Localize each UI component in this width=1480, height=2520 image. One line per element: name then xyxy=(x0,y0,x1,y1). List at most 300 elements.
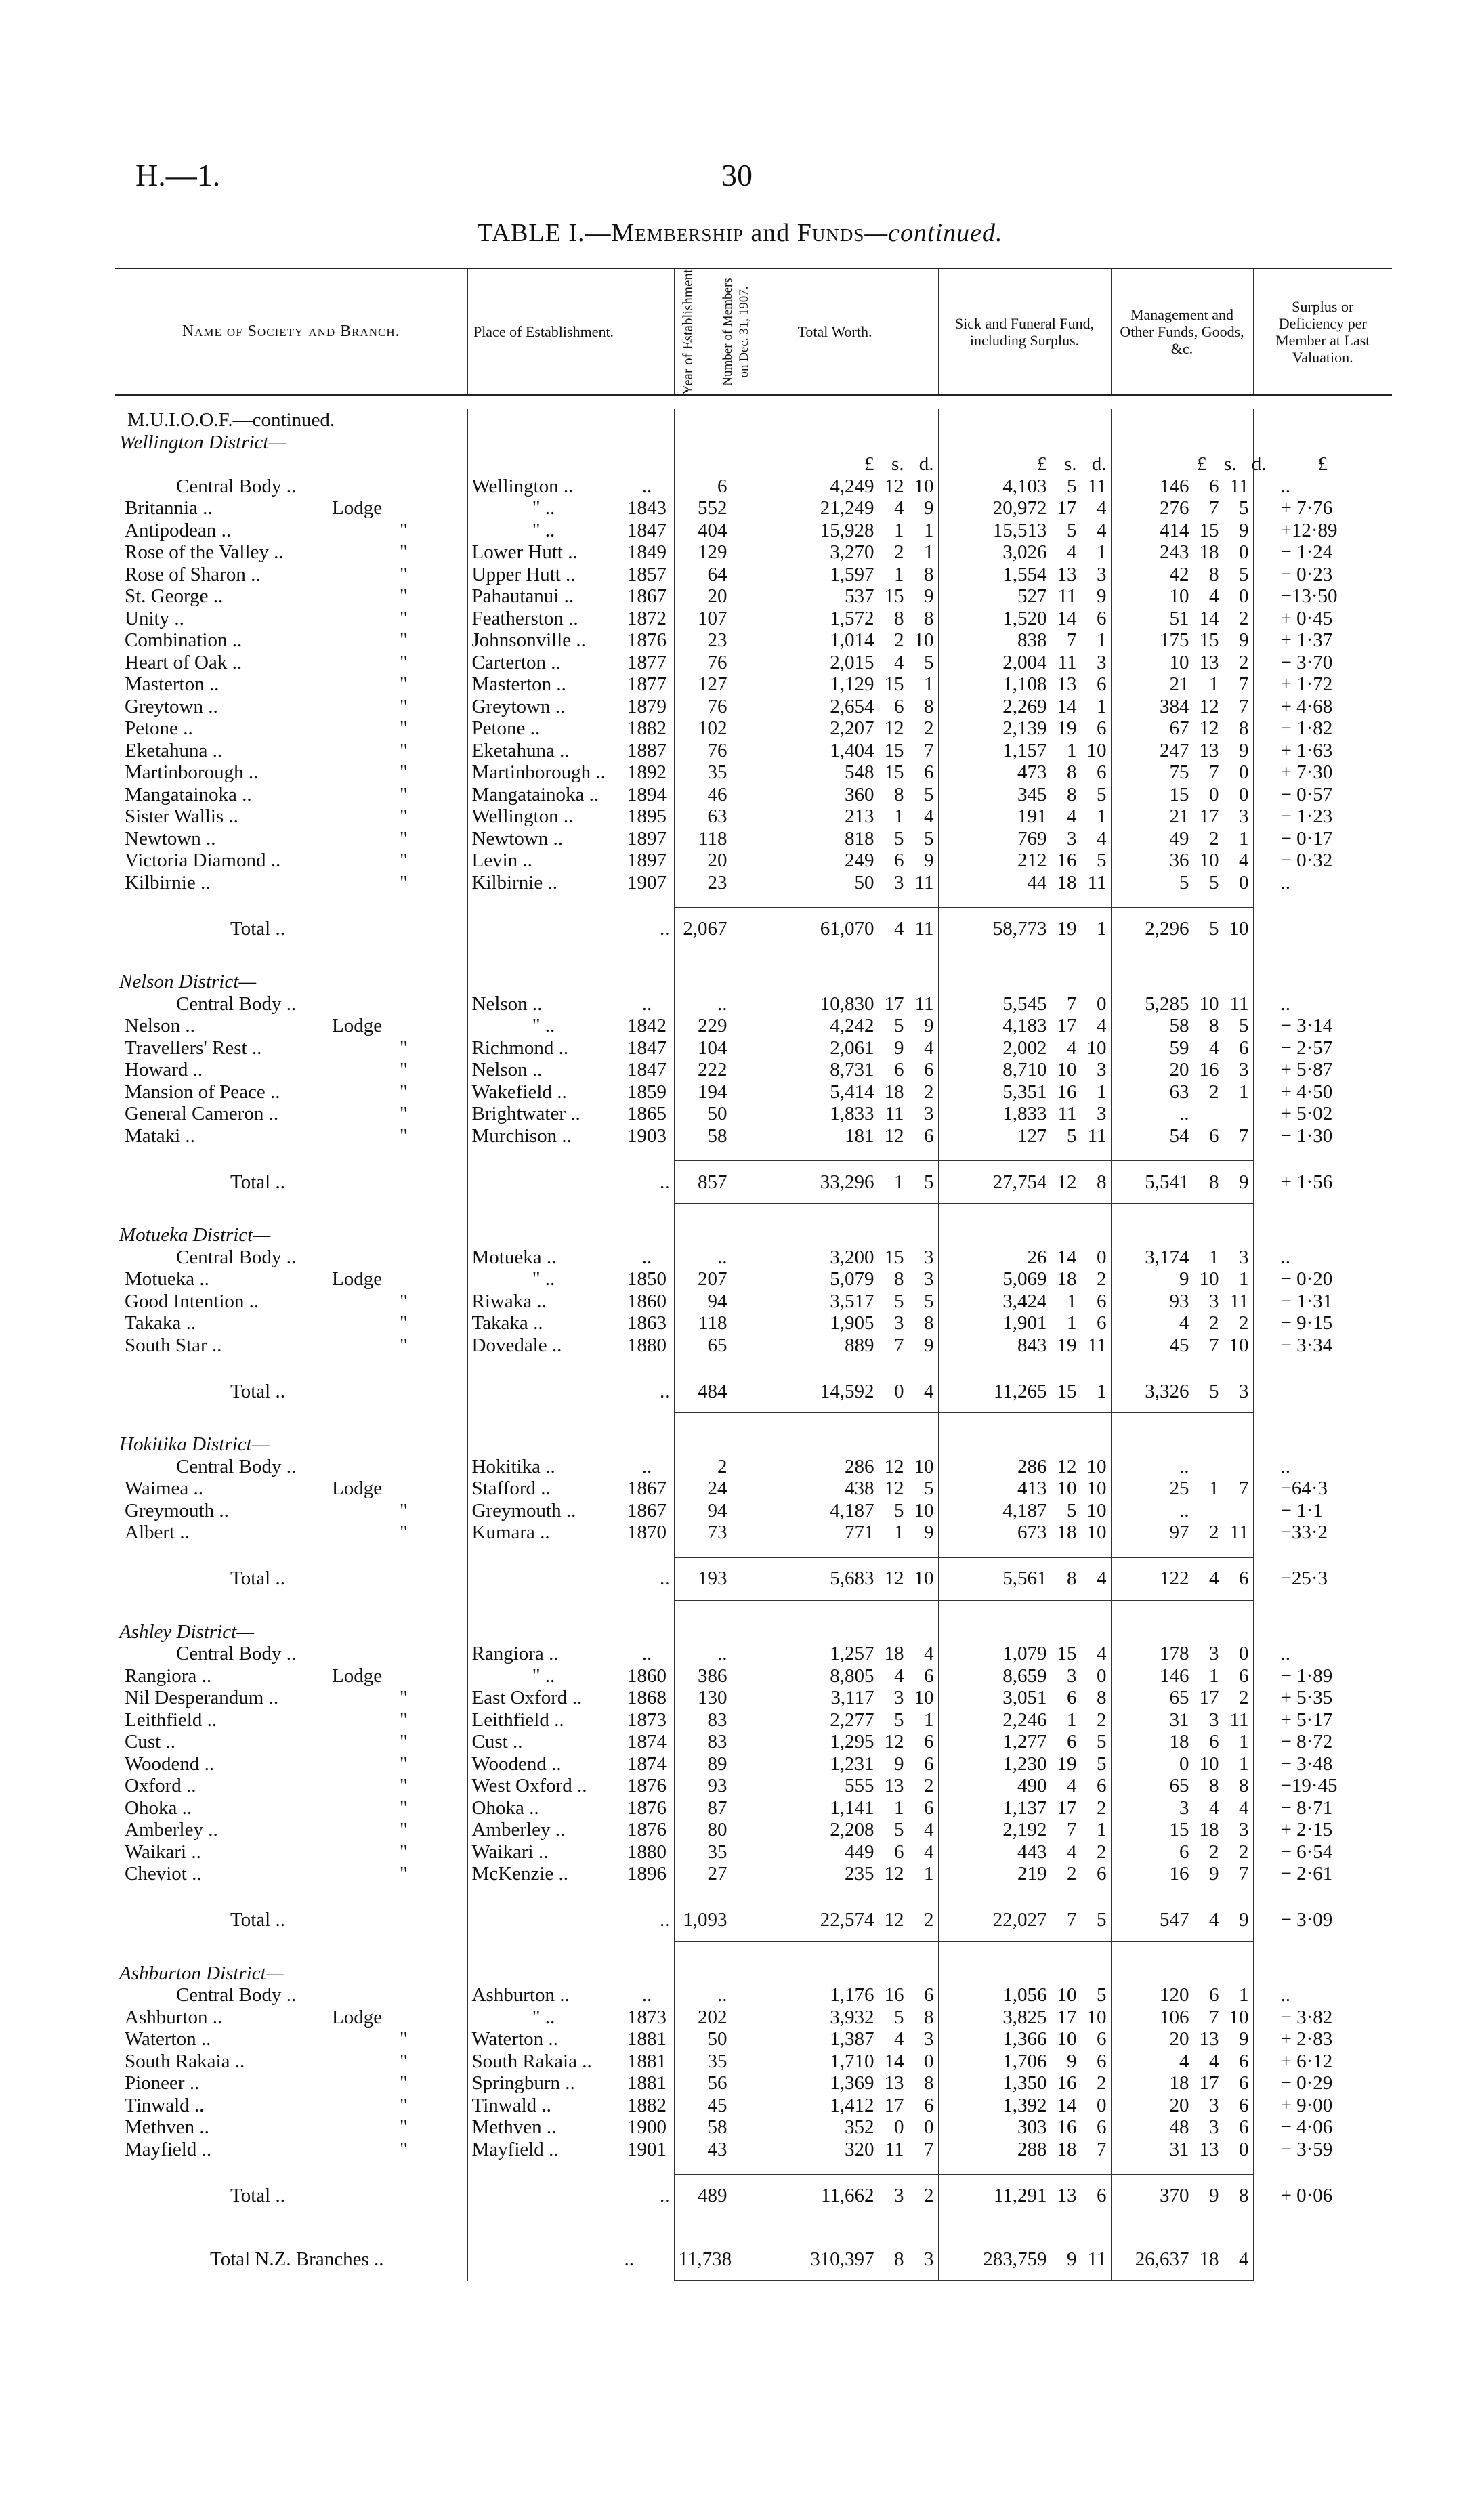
mgmt-cell-s: 16 xyxy=(1199,1059,1219,1080)
sick-cell-s: 13 xyxy=(1057,673,1077,695)
society-name-text: General Cameron xyxy=(125,1103,264,1125)
district-total-row xyxy=(115,1161,1392,1204)
sick-cell-l: 212 xyxy=(1017,849,1047,871)
worth-cell-l: 1,141 xyxy=(830,1797,874,1819)
table-row xyxy=(115,1819,1392,1841)
order-title-row xyxy=(115,409,1392,432)
mgmt-cell-l: 384 xyxy=(1160,695,1189,717)
worth-cell-l: 10,830 xyxy=(820,992,874,1015)
mgmt-units-s: s. xyxy=(1223,453,1237,475)
mgmt-cell xyxy=(1111,497,1253,520)
surplus-cell: − 3·70 xyxy=(1253,652,1392,674)
worth-cell-s: 6 xyxy=(894,1841,904,1863)
sick-cell-d: 4 xyxy=(1097,1643,1107,1664)
place-cell: Woodend .. xyxy=(467,1753,620,1776)
mgmt-cell-l: 63 xyxy=(1169,1080,1189,1103)
sick-cell xyxy=(938,828,1111,850)
worth-cell-s: 11 xyxy=(885,1103,904,1125)
total-mgmt-s: 4 xyxy=(1209,1568,1219,1590)
total-worth-s: 3 xyxy=(894,2184,904,2206)
sick-cell xyxy=(938,1290,1111,1313)
mgmt-cell xyxy=(1111,828,1253,850)
society-name xyxy=(115,849,467,872)
sick-cell-s: 11 xyxy=(1057,1103,1077,1125)
mgmt-cell xyxy=(1111,2028,1253,2051)
worth-cell-l: 1,295 xyxy=(830,1731,874,1752)
sick-cell-l: 20,972 xyxy=(992,497,1047,519)
sick-cell-d: 10 xyxy=(1086,2006,1107,2028)
district-heading xyxy=(115,1224,1392,1246)
worth-cell-d: 8 xyxy=(924,607,934,629)
mgmt-cell-l: 97 xyxy=(1169,1521,1189,1543)
worth-cell-s: 5 xyxy=(894,1819,904,1841)
total-sick-d: 5 xyxy=(1097,1909,1107,1931)
society-name-text: South Star xyxy=(125,1334,207,1356)
mgmt-cell-s: 3 xyxy=(1209,1290,1219,1312)
members-cell: 222 xyxy=(674,1059,732,1081)
total-sick-l: 5,561 xyxy=(1002,1568,1047,1590)
total-mgmt-d: 3 xyxy=(1239,1380,1249,1402)
year-cell: 1880 xyxy=(620,1841,674,1864)
total-mgmt-l: 122 xyxy=(1160,1568,1189,1590)
worth-cell xyxy=(732,2095,938,2117)
mgmt-cell-l: 120 xyxy=(1160,1984,1189,2006)
lodge-label: " xyxy=(400,1731,408,1752)
lodge-label: " xyxy=(400,783,408,805)
year-cell: 1870 xyxy=(620,1521,674,1544)
society-name xyxy=(115,1500,467,1522)
society-name-text: Howard xyxy=(125,1059,188,1080)
sick-cell xyxy=(938,476,1111,498)
surplus-cell: + 5·02 xyxy=(1253,1103,1392,1125)
mgmt-cell xyxy=(1111,585,1253,608)
mgmt-cell-l: 51 xyxy=(1169,607,1189,629)
grand-total-mgmt-d: 4 xyxy=(1239,2248,1249,2270)
worth-cell xyxy=(732,993,938,1015)
mgmt-cell-d: 6 xyxy=(1239,2050,1249,2072)
year-cell: .. xyxy=(620,1984,674,2007)
place-cell: Cust .. xyxy=(467,1731,620,1753)
place-cell: Eketahuna .. xyxy=(467,740,620,762)
worth-cell-l: 889 xyxy=(845,1334,874,1356)
society-name-text: Martinborough xyxy=(125,761,244,783)
worth-cell xyxy=(732,1797,938,1820)
worth-cell-d: 2 xyxy=(924,1080,934,1103)
society-name-text: Albert xyxy=(125,1521,175,1543)
society-name xyxy=(115,1059,467,1081)
society-name xyxy=(115,1268,467,1290)
mgmt-cell xyxy=(1111,761,1253,784)
worth-cell-l: 771 xyxy=(845,1521,874,1543)
table-row xyxy=(115,541,1392,564)
society-name xyxy=(115,2116,467,2139)
society-name-text: Petone xyxy=(125,717,178,739)
sick-cell-l: 673 xyxy=(1017,1521,1047,1543)
sick-cell-s: 4 xyxy=(1067,541,1077,563)
sick-cell-s: 2 xyxy=(1067,1863,1077,1885)
society-name xyxy=(115,1643,467,1665)
caption-prefix: TABLE I.— xyxy=(477,219,612,247)
worth-cell-l: 1,231 xyxy=(830,1752,874,1775)
lodge-label: Lodge xyxy=(332,1015,383,1036)
worth-cell-l: 3,117 xyxy=(830,1687,874,1708)
society-name-text: Cust xyxy=(125,1731,161,1752)
mgmt-cell-l: 106 xyxy=(1160,2006,1189,2028)
lodge-label: " xyxy=(400,563,408,585)
worth-cell-s: 0 xyxy=(894,2116,904,2138)
lodge-label: Lodge xyxy=(332,1477,383,1499)
table-row xyxy=(115,2007,1392,2029)
table-row xyxy=(115,476,1392,498)
mgmt-cell-d: 11 xyxy=(1229,1521,1249,1543)
mgmt-cell-l: 178 xyxy=(1160,1643,1189,1664)
worth-cell-d: 4 xyxy=(924,805,934,827)
table-row xyxy=(115,1500,1392,1522)
worth-cell-d: 9 xyxy=(924,1521,934,1543)
sick-cell-l: 473 xyxy=(1017,761,1047,783)
mgmt-cell-l: 65 xyxy=(1169,1687,1189,1708)
worth-cell-d: 4 xyxy=(924,1036,934,1059)
total-label: Total .. xyxy=(115,1899,467,1941)
worth-cell-s: 5 xyxy=(894,827,904,849)
mgmt-cell-l: .. xyxy=(1179,1455,1189,1477)
sick-cell-l: 2,004 xyxy=(1002,651,1047,673)
mgmt-cell xyxy=(1111,1456,1253,1478)
place-cell: Rangiora .. xyxy=(467,1643,620,1665)
mgmt-cell-s: 1 xyxy=(1209,1477,1219,1499)
total-sick-d: 8 xyxy=(1097,1171,1107,1193)
year-cell: 1873 xyxy=(620,1709,674,1731)
mgmt-cell-s: 7 xyxy=(1209,761,1219,783)
worth-cell-d: 3 xyxy=(924,1103,934,1125)
place-cell: " .. xyxy=(467,520,620,542)
year-cell: .. xyxy=(620,1456,674,1478)
place-cell: South Rakaia .. xyxy=(467,2051,620,2073)
sick-cell-s: 17 xyxy=(1057,2006,1077,2028)
table-row xyxy=(115,520,1392,542)
mgmt-cell xyxy=(1111,1643,1253,1665)
mgmt-cell-s: 18 xyxy=(1199,541,1219,563)
surplus-cell: − 3·34 xyxy=(1253,1335,1392,1357)
mgmt-cell-l: 15 xyxy=(1169,783,1189,805)
worth-cell-d: 3 xyxy=(924,2028,934,2050)
worth-cell-l: 4,249 xyxy=(830,475,874,497)
worth-cell-l: 537 xyxy=(845,585,874,607)
mgmt-cell-l: 243 xyxy=(1160,541,1189,563)
year-cell: 1867 xyxy=(620,1477,674,1500)
surplus-unit: £ xyxy=(1253,453,1392,476)
worth-cell-l: 2,015 xyxy=(830,651,874,673)
total-mgmt-s: 9 xyxy=(1209,2184,1219,2206)
sick-cell-l: 527 xyxy=(1017,585,1047,607)
sick-cell-s: 4 xyxy=(1067,805,1077,827)
table-row xyxy=(115,696,1392,718)
total-mgmt xyxy=(1111,2175,1253,2217)
sick-cell-l: 838 xyxy=(1017,629,1047,651)
surplus-cell: + 0·45 xyxy=(1253,608,1392,630)
total-mgmt-d: 9 xyxy=(1239,1171,1249,1193)
worth-cell-s: 15 xyxy=(884,1246,904,1268)
mgmt-cell-d: 2 xyxy=(1239,607,1249,629)
sick-cell-l: 15,513 xyxy=(992,519,1047,541)
society-name xyxy=(115,993,467,1015)
total-sick-l: 11,265 xyxy=(993,1380,1047,1402)
mgmt-cell-s: 0 xyxy=(1209,783,1219,805)
mgmt-cell-d: 3 xyxy=(1239,1059,1249,1080)
worth-cell-l: 2,654 xyxy=(830,695,874,717)
sick-cell xyxy=(938,1268,1111,1290)
lodge-label: " xyxy=(400,519,408,541)
worth-cell-l: 286 xyxy=(845,1455,874,1477)
worth-cell-l: 555 xyxy=(845,1775,874,1797)
mgmt-cell-s: 7 xyxy=(1209,2006,1219,2028)
society-name-text: Nelson xyxy=(125,1015,181,1036)
worth-cell xyxy=(732,2116,938,2139)
mgmt-cell-s: 10 xyxy=(1199,849,1219,871)
mgmt-cell-l: 9 xyxy=(1179,1268,1189,1290)
table-row xyxy=(115,1312,1392,1335)
mgmt-cell-l: 15 xyxy=(1169,1819,1189,1841)
place-cell: Ohoka .. xyxy=(467,1797,620,1820)
table-row xyxy=(115,1290,1392,1313)
sick-cell-s: 1 xyxy=(1067,1290,1077,1312)
mgmt-cell-s: 13 xyxy=(1199,2138,1219,2160)
table-row xyxy=(115,2051,1392,2073)
year-cell: 1892 xyxy=(620,761,674,784)
sick-cell-d: 6 xyxy=(1097,2028,1107,2050)
sick-cell-d: 7 xyxy=(1097,2138,1107,2160)
sick-cell-d: 3 xyxy=(1097,651,1107,673)
members-cell: 80 xyxy=(674,1819,732,1841)
sick-cell xyxy=(938,740,1111,762)
mgmt-cell xyxy=(1111,1709,1253,1731)
total-members: 2,067 xyxy=(674,908,732,950)
mgmt-cell-d: 0 xyxy=(1239,585,1249,607)
mgmt-cell-d: 11 xyxy=(1229,1708,1249,1731)
mgmt-cell-l: 75 xyxy=(1169,761,1189,783)
worth-cell-d: 1 xyxy=(924,1708,934,1731)
place-cell: Wellington .. xyxy=(467,805,620,828)
worth-cell-s: 12 xyxy=(884,1455,904,1477)
total-sick-d: 6 xyxy=(1097,2184,1107,2206)
table-row xyxy=(115,872,1392,894)
sick-cell-d: 0 xyxy=(1097,992,1107,1015)
place-cell: Richmond .. xyxy=(467,1037,620,1059)
total-mgmt-l: 2,296 xyxy=(1145,917,1189,940)
worth-cell-l: 438 xyxy=(845,1477,874,1499)
total-worth-d: 4 xyxy=(924,1380,934,1402)
mgmt-cell-d: 5 xyxy=(1239,1015,1249,1036)
sick-cell xyxy=(938,1125,1111,1148)
society-name-text: Cheviot xyxy=(125,1863,187,1885)
worth-cell-s: 17 xyxy=(884,992,904,1015)
surplus-cell: − 1·23 xyxy=(1253,805,1392,828)
table-row xyxy=(115,761,1392,784)
worth-cell xyxy=(732,1059,938,1081)
mgmt-cell xyxy=(1111,541,1253,564)
sick-cell xyxy=(938,1643,1111,1665)
mgmt-cell xyxy=(1111,784,1253,806)
surplus-cell: − 2·57 xyxy=(1253,1037,1392,1059)
sick-cell xyxy=(938,1015,1111,1037)
membership-funds-table xyxy=(115,268,1392,2281)
total-worth xyxy=(732,1370,938,1413)
col-header-mgmt: Management and Other Funds, Goods, &c. xyxy=(1111,268,1253,395)
mgmt-cell xyxy=(1111,1103,1253,1125)
surplus-cell: − 6·54 xyxy=(1253,1841,1392,1864)
mgmt-cell-d: 0 xyxy=(1239,761,1249,783)
surplus-cell: + 5·87 xyxy=(1253,1059,1392,1081)
worth-cell-d: 8 xyxy=(924,1312,934,1334)
surplus-cell: + 1·37 xyxy=(1253,629,1392,652)
members-cell: 89 xyxy=(674,1753,732,1776)
place-cell: Petone .. xyxy=(467,717,620,740)
col-header-worth: Total Worth. xyxy=(732,268,938,395)
caption-suffix: —continued. xyxy=(864,219,1003,247)
place-cell: Martinborough .. xyxy=(467,761,620,784)
table-row xyxy=(115,1103,1392,1125)
members-cell: 130 xyxy=(674,1687,732,1709)
worth-cell xyxy=(732,1753,938,1776)
worth-cell-d: 3 xyxy=(924,1246,934,1268)
sick-cell-l: 127 xyxy=(1017,1125,1047,1147)
surplus-cell: + 6·12 xyxy=(1253,2051,1392,2073)
table-row xyxy=(115,2116,1392,2139)
mgmt-units xyxy=(1111,453,1267,476)
grand-total-sick-s: 9 xyxy=(1067,2248,1077,2270)
mgmt-cell-s: 6 xyxy=(1209,1125,1219,1147)
place-cell: " .. xyxy=(467,2007,620,2029)
worth-cell-d: 2 xyxy=(924,1775,934,1797)
society-name-text: Waterton xyxy=(125,2028,196,2050)
sick-cell-d: 5 xyxy=(1097,783,1107,805)
total-members: 193 xyxy=(674,1557,732,1600)
mgmt-cell-s: 18 xyxy=(1199,1819,1219,1841)
members-cell: .. xyxy=(674,1643,732,1665)
members-cell: 2 xyxy=(674,1456,732,1478)
sick-cell-d: 10 xyxy=(1086,1521,1107,1543)
lodge-label: " xyxy=(400,849,408,871)
worth-cell-s: 17 xyxy=(884,2094,904,2116)
members-cell: 65 xyxy=(674,1335,732,1357)
year-cell: 1897 xyxy=(620,849,674,872)
worth-cell xyxy=(732,1819,938,1841)
mgmt-cell xyxy=(1111,1731,1253,1753)
lodge-label: " xyxy=(400,1103,408,1125)
year-cell: 1894 xyxy=(620,784,674,806)
society-name-text: Greymouth xyxy=(125,1499,215,1521)
members-cell: 87 xyxy=(674,1797,732,1820)
mgmt-cell-s: 4 xyxy=(1209,2050,1219,2072)
members-cell: 127 xyxy=(674,673,732,696)
district-heading xyxy=(115,971,1392,993)
members-cell: 94 xyxy=(674,1500,732,1522)
sick-cell-s: 1 xyxy=(1067,1312,1077,1334)
society-name-text: Oxford xyxy=(125,1775,182,1797)
mgmt-cell-d: 5 xyxy=(1239,497,1249,519)
sick-cell-d: 11 xyxy=(1087,1125,1107,1147)
members-cell: 20 xyxy=(674,849,732,872)
worth-cell xyxy=(732,849,938,872)
worth-cell xyxy=(732,520,938,542)
mgmt-cell-l: 146 xyxy=(1160,1664,1189,1687)
col-header-place: Place of Establishment. xyxy=(467,268,620,395)
place-cell: Brightwater .. xyxy=(467,1103,620,1125)
surplus-cell: + 2·83 xyxy=(1253,2028,1392,2051)
sick-cell-l: 345 xyxy=(1017,783,1047,805)
surplus-cell: −19·45 xyxy=(1253,1775,1392,1797)
mgmt-cell-l: 21 xyxy=(1169,805,1189,827)
sick-cell-l: 5,351 xyxy=(1002,1080,1047,1103)
society-name-text: Central Body xyxy=(176,475,282,497)
members-cell: 63 xyxy=(674,805,732,828)
mgmt-cell-d: 8 xyxy=(1239,717,1249,739)
mgmt-cell-l: 5,285 xyxy=(1145,992,1189,1015)
worth-cell-s: 9 xyxy=(894,1752,904,1775)
sick-cell-l: 4,103 xyxy=(1002,475,1047,497)
society-name xyxy=(115,1312,467,1335)
mgmt-cell-l: 414 xyxy=(1160,519,1189,541)
mgmt-cell-d: 0 xyxy=(1239,871,1249,894)
worth-cell xyxy=(732,1841,938,1864)
mgmt-cell-s: 5 xyxy=(1209,871,1219,894)
mgmt-cell-s: 7 xyxy=(1209,497,1219,519)
sick-cell xyxy=(938,2028,1111,2051)
society-name-text: Leithfield xyxy=(125,1708,203,1731)
worth-cell-l: 2,208 xyxy=(830,1819,874,1841)
worth-cell-d: 8 xyxy=(924,695,934,717)
sick-cell-d: 6 xyxy=(1097,607,1107,629)
society-name xyxy=(115,2028,467,2051)
sick-cell xyxy=(938,2116,1111,2139)
members-cell: 83 xyxy=(674,1709,732,1731)
members-cell: 94 xyxy=(674,1290,732,1313)
table-row xyxy=(115,1753,1392,1776)
district-total-row xyxy=(115,2175,1392,2217)
mgmt-cell xyxy=(1111,1312,1253,1335)
total-worth-l: 5,683 xyxy=(830,1568,874,1590)
worth-cell xyxy=(732,2139,938,2161)
sick-cell-d: 6 xyxy=(1097,1775,1107,1797)
year-cell: 1867 xyxy=(620,585,674,608)
mgmt-cell xyxy=(1111,696,1253,718)
sick-cell-s: 7 xyxy=(1067,629,1077,651)
sick-cell-d: 11 xyxy=(1087,475,1107,497)
sick-cell-s: 10 xyxy=(1057,1059,1077,1080)
sick-cell-d: 1 xyxy=(1097,1819,1107,1841)
sick-cell-l: 2,246 xyxy=(1002,1708,1047,1731)
worth-cell-l: 21,249 xyxy=(820,497,874,519)
place-cell: Kilbirnie .. xyxy=(467,872,620,894)
worth-cell xyxy=(732,1103,938,1125)
year-cell: 1900 xyxy=(620,2116,674,2139)
year-cell: 1868 xyxy=(620,1687,674,1709)
sick-cell-l: 1,108 xyxy=(1002,673,1047,695)
sick-cell-d: 6 xyxy=(1097,761,1107,783)
total-sick-s: 8 xyxy=(1067,1568,1077,1590)
table-row xyxy=(115,993,1392,1015)
table-row xyxy=(115,1125,1392,1148)
place-cell: Kumara .. xyxy=(467,1521,620,1544)
mgmt-cell-s: 13 xyxy=(1199,2028,1219,2050)
mgmt-cell-d: 1 xyxy=(1239,827,1249,849)
order-title-text: M.U.I.O.O.F.—continued. xyxy=(127,409,335,431)
sick-cell-s: 12 xyxy=(1057,1455,1077,1477)
mgmt-cell xyxy=(1111,1775,1253,1797)
year-cell: 1863 xyxy=(620,1312,674,1335)
mgmt-cell-s: 6 xyxy=(1209,1984,1219,2006)
society-name xyxy=(115,1521,467,1544)
